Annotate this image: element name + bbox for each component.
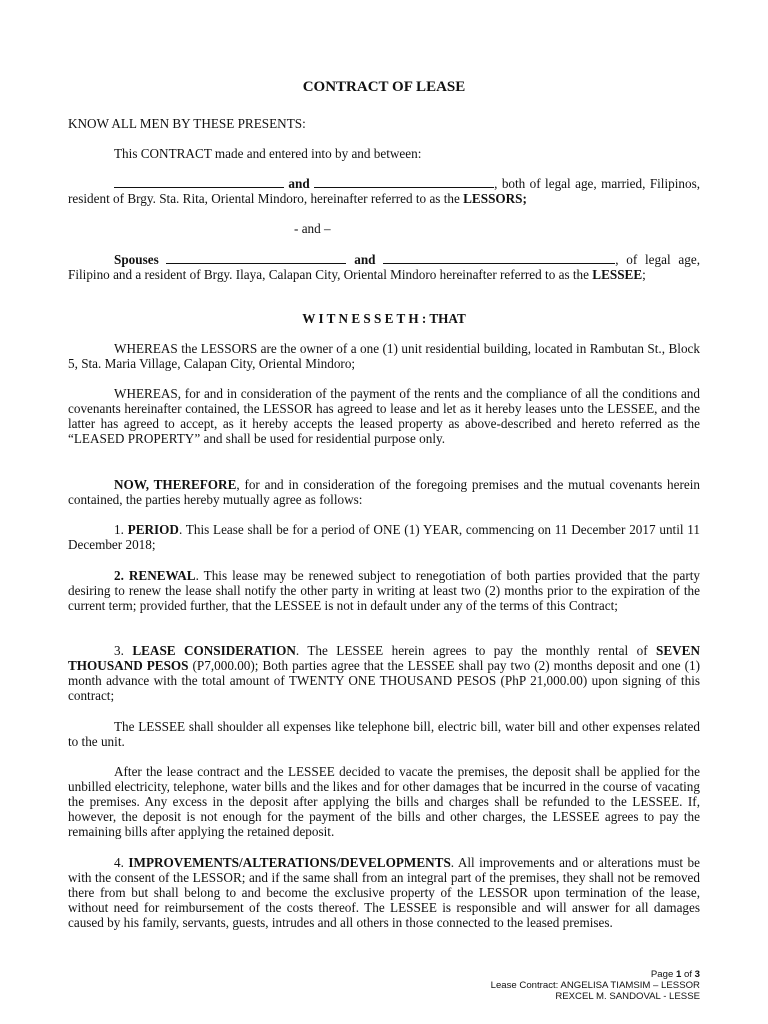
period-number: 1. <box>114 522 128 537</box>
page-current: 1 <box>675 969 682 980</box>
expenses-paragraph: The LESSEE shall shoulder all expenses like telephone bill, electric bill, water bill and other expenses related to the unit. <box>68 719 700 749</box>
now-therefore-text: , for and in consideration of the foregoing premises and the mutual covenants herein contained, the parties hereby mutually agree as follows: <box>68 477 701 507</box>
footer-line-2: REXCEL M. SANDOVAL - LESSE <box>555 991 700 1002</box>
lessors-text: , both of legal age, married, Filipinos, resident of Brgy. Sta. Rita, Oriental Mindoro, hereinafter referred to as the <box>68 176 701 206</box>
whereas-paragraph-2: WHEREAS, for and in consideration of the payment of the rents and the compliance of all the conditions and covenants hereinafter contained, the LESSOR has agreed to lease and let as it hereby leases unto the LESSEE, and the latter has agreed to accept, as it hereby accepts the leased property as above-described and hereto referred as the “LEASED PROPERTY” and shall be used for residential purpose only. <box>68 386 700 446</box>
intro-line: KNOW ALL MEN BY THESE PRESENTS: <box>68 116 306 131</box>
lessee-blank-2 <box>383 252 615 264</box>
lessor-blank-2 <box>314 176 494 188</box>
and-separator: - and – <box>294 221 331 236</box>
page-footer <box>491 969 700 1002</box>
contract-line: This CONTRACT made and entered into by and between: <box>114 146 422 161</box>
footer-line-1: Lease Contract: ANGELISA TIAMSIM – LESSOR <box>490 980 700 991</box>
improvements-label: IMPROVEMENTS/ALTERATIONS/DEVELOPMENTS <box>128 855 451 870</box>
lessors-paragraph <box>68 176 700 206</box>
period-clause <box>68 522 700 552</box>
period-label: PERIOD <box>127 522 179 537</box>
lessor-blank-1 <box>114 176 284 188</box>
lessors-and: and <box>288 176 310 191</box>
page-of: of <box>681 969 695 980</box>
lessee-spouses: Spouses <box>114 252 159 267</box>
renewal-clause <box>68 568 700 613</box>
improvements-clause <box>68 855 700 930</box>
page-total: 3 <box>694 969 700 980</box>
lease-text-2: (P7,000.00); Both parties agree that the LESSEE shall pay two (2) months deposit and one (1) month advance with the total amount of TWENTY ONE THOUSAND PESOS (PhP 21,000.00) upon signing of this contract; <box>68 658 700 703</box>
lessee-end: ; <box>642 267 646 282</box>
lease-label: LEASE CONSIDERATION <box>132 643 296 658</box>
renewal-text: . This lease may be renewed subject to renegotiation of both parties provided that the party desiring to renew the lease shall notify the other party in writing at least two (2) months prior to the expiration of the current term; provided further, that the LESSEE is not in default under any of the terms of this Contract; <box>68 568 700 613</box>
now-therefore-paragraph <box>68 477 700 507</box>
page-prefix: Page <box>650 969 676 980</box>
improvements-text: . All improvements and or alterations must be with the consent of the LESSOR; and if the same shall from an integral part of the premises, they shall not be removed there from but shall belong to and become the exclusive property of the LESSOR upon termination of the lease, without need for reimbursement of the costs thereof. The LESSEE is responsible and will answer for all damages caused by his family, servants, guests, intrudes and all others in those connected to the leased premises. <box>68 855 701 930</box>
lessee-text: , of legal age, Filipino and a resident of Brgy. Ilaya, Calapan City, Oriental Mindoro hereinafter referred to as the <box>68 252 700 282</box>
lessee-and: and <box>354 252 376 267</box>
page-number <box>491 969 700 980</box>
lease-number: 3. <box>114 643 133 658</box>
deposit-paragraph: After the lease contract and the LESSEE decided to vacate the premises, the deposit shall be applied for the unbilled electricity, telephone, water bills and the likes and for other damages that be incurred in the course of vacating the premises. Any excess in the deposit after applying the bills and charges shall be refunded to the LESSEE. If, however, the deposit is not enough for the payment of the bills and other charges, the LESSEE agrees to pay the remaining bills after applying the retained deposit. <box>68 764 700 839</box>
lessee-paragraph <box>68 252 700 282</box>
renewal-label: 2. RENEWAL <box>114 568 196 583</box>
witnesseth-heading: W I T N E S S E T H : THAT <box>302 311 466 326</box>
period-text: . This Lease shall be for a period of ONE (1) YEAR, commencing on 11 December 2017 until 11 December 2018; <box>68 522 700 552</box>
lease-amount: SEVEN THOUSAND PESOS <box>68 643 701 673</box>
lessors-label: LESSORS; <box>463 191 527 206</box>
now-therefore-label: NOW, THEREFORE <box>114 477 237 492</box>
lessee-label: LESSEE <box>592 267 643 282</box>
lease-consideration-clause <box>68 643 700 703</box>
improvements-number: 4. <box>114 855 129 870</box>
lease-text-1: . The LESSEE herein agrees to pay the monthly rental of <box>295 643 657 658</box>
document-title: CONTRACT OF LEASE <box>302 79 466 95</box>
lessee-blank-1 <box>166 252 346 264</box>
whereas-paragraph-1: WHEREAS the LESSORS are the owner of a one (1) unit residential building, located in Rambutan St., Block 5, Sta. Maria Village, Calapan City, Oriental Mindoro; <box>68 341 700 371</box>
